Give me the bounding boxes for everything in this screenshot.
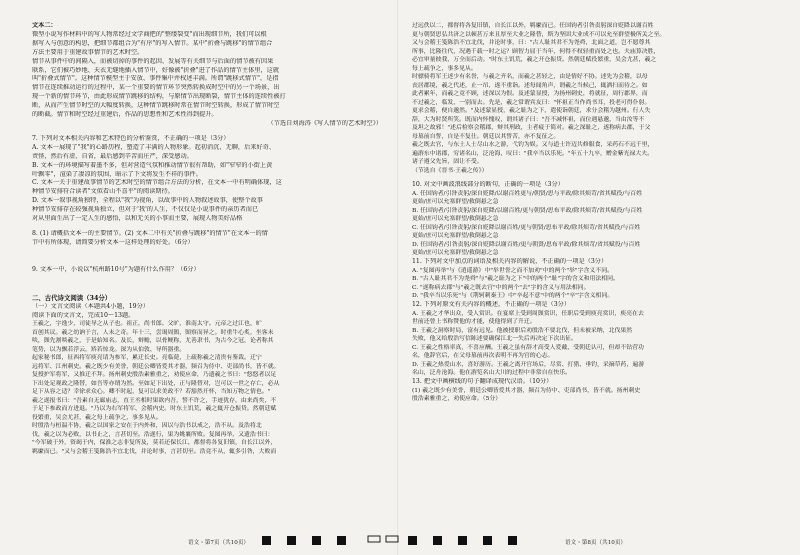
classical-line: 首创其议。羲之幼讷于言，人未之奇。年十三，尝谒周顗，顗察而异之。时重牛心炙，坐客未: [32, 329, 274, 336]
registration-mark: [312, 536, 321, 545]
question-11: 11. 下列对文中加点的词语及相关内容的解说，不正确的一项是（3分）: [412, 257, 608, 265]
question-11-options: [412, 267, 772, 301]
classical-line: 所事，比隆往代，况遇千载一时之运？顾智力屈于当年，何得不权轻重而处之也。夫庙算决胜，: [412, 48, 660, 55]
text-line: 情节从事件中的间隔入，而被切掉的事件的起因、发展等有关细节与后面的情节被有因果: [32, 57, 274, 65]
classical-line: 丧居郡境，羲之代述，止一吊，遂不重诣。述每闻角声，谓羲之当候己，辄洒扫而待之。如: [412, 82, 648, 89]
question-13: 13. 把文中画横线的句子翻译成现代汉语。（10分）: [412, 377, 553, 385]
right-page: [412, 0, 772, 555]
classical-line: 必宜审量彼我，万全而后动。"时东土饥荒，羲之开仓振贷。然朝廷赋役繁重，吴会尤甚，羲之: [412, 57, 657, 63]
classical-line: 起家秘书郎，征西将军庾亮请为参军，累迁长史。亮临薨，上疏称羲之清贵有鉴裁。迁宁: [32, 355, 262, 362]
option-line: 世前还曾上书称赞他的才能，使他得到了升迁。: [412, 319, 536, 326]
option-line: A. 任国钧者/引咎责躬/深自贬降/以谢百姓更与/朝贤/思与平政/除其烦苛/省其赋役/与百姓: [412, 190, 643, 197]
option-line: C. "遂称病去郡"与"羲之既去官"中的两个"去"字的含义与用法相同。: [412, 284, 590, 291]
option-line: B. 任国钧者/引咎责躬/深自贬降/以谢百姓/更与朝贤/思布平政/除其烦苛/省其赋役/与百姓: [412, 207, 643, 214]
option-line: 名山，泛舟沧海。他在游览名山大川的过程中非常自在快乐。: [412, 370, 572, 377]
option-line: A. "复图再举"与《逍遥游》中"举世誉之而不加劝"中的两个"举"字含义不同。: [412, 267, 613, 274]
text-line: 现一个新的情节环节，由此形成情节跳移的结构，与原情节出现断裂，情节主体的连续性被打: [32, 93, 286, 101]
option-line: B. 王羲之洞察时局，富有远见。他被授职后劝殷浩不要北伐，但未被采纳，北伐果然: [412, 327, 633, 334]
option-line: D. 王羲之热爱山水，喜好游历。王羲之离开官场后，尽赏、打猎、垂钓，采摘草药，遍游: [412, 361, 645, 368]
page-fold: [397, 0, 398, 555]
classical-line: 时殷浩与桓温不协，羲之以国家之安在于内外和，因以与浩书以戒之，浩不从。及浩将北: [32, 423, 262, 430]
classical-line: 母墓前自誓，自是不复仕。朝廷以其誓苦，亦不复征之。: [412, 133, 560, 140]
classical-line: 及坦之故邪！"述后检察会稽郡，辩其刑政，主者疲于简对。羲之深耻之，遂称病去郡，于父: [412, 125, 651, 131]
article-body: [32, 31, 382, 120]
question-7: [32, 135, 382, 224]
classical-line: 足下从容之适？幸徐求众心。卿不时起，复可以求美政不？若豁然开怀，当知万物之情也。": [32, 389, 271, 396]
question-line: 8. (1) 请概括文本一的主要情节。(2) 文本二中有关"折叠与跳移"的情节"在文本一的情: [32, 229, 268, 237]
text-line: 据写入与创意的构思，把细节都组合为"有序"的写入情节。某中"折叠与跳移"的情节组合: [32, 39, 273, 47]
classical-line: 更求会稽，便自邈然。"及述蒙显授，羲之耻为之下，遣使诣朝廷，求分会稽为越州。行人失: [412, 108, 651, 114]
translation-item: 殷浩素雅重之，劝使应命。（5分）: [412, 396, 502, 403]
section-2-title: 二、古代诗文阅读（34分）: [32, 293, 112, 302]
left-page: [32, 0, 382, 555]
classical-line: 此者累年，而羲之竟不顾，述深以为恨。及述蒙显授，为扬州刺史，将就征，周行郡界，而: [412, 91, 648, 97]
classical-line: 不过羲之，临发，一别而去。先是，羲之常谓宾友曰："怀祖正当作尚书耳，投老可得仆射。: [412, 99, 651, 106]
option-line: B. "古人耻其君不为尧舜"与"羲之耻为之下"中的两个"耻"字的含义和用法相同。: [412, 276, 619, 283]
classical-line: 役繁重，吴会尤甚，羲之每上疏争之，事多见从。: [32, 414, 162, 421]
left-footer: 语文・第7页（共10页）: [188, 540, 250, 546]
question-10-options: [412, 190, 772, 258]
question-10: 10. 对文中画波浪线部分的断句，正确的一项是（3分）: [412, 181, 564, 188]
classical-line: 每上疏争之，事多见从。: [412, 65, 477, 72]
question-line: 对从里面生出了一定人生的感悟，以和无关的小事而主要，展现人物美好品格: [32, 215, 243, 223]
text-line: 断，从而产生情节时空的大幅度转换，这种情节跳移时常在情节时空转换，形成了情节时空: [32, 102, 280, 110]
option-line: D. 任国钧者/引咎责躬/深自贬降以谢百姓/更与朝贤/思布平政/除其烦苛/省其赋役/与百姓: [412, 241, 641, 248]
option-line: 失败，他又给殷浩写信陈述要确保江北一失后再决定下次出征。: [412, 336, 577, 343]
option-line: D. "我卒当以乐死"与《荆轲刺秦王》中"卒起不意"中的两个"卒"字含义相同。: [412, 293, 614, 300]
question-line: C. 文本一关于重建故事情节的艺术时空的情节组合方法的分析，在文本一中有明确体现，这: [32, 179, 282, 187]
question-8: [32, 230, 382, 248]
classical-line: 伐，羲之以为必败，以书止之，言甚切至。浩遂行，果为姚襄所败。复图再举，又遗浩书曰：: [32, 431, 274, 438]
option-line: A. 王羲之才华出众，受人赏识。在宴席上受到周顗赏识，任职后受到庾亮赏识，庾亮在去: [412, 310, 644, 317]
classical-line: 于足下参政而方进退。"乃以为右军将军、会稽内史。时东土饥荒，羲之辄开仓振贷。然朝廷赋: [32, 406, 277, 413]
question-line: B. 文本一的环境描写着墨不多，但对营造气氛和推动情节很有帮助，如"窄窄的小街上黄: [32, 161, 273, 169]
registration-mark: [408, 536, 417, 545]
text-line: 联系，它们被巧妙地、天衣无缝地插入情节中，好像被"折叠"进了作品的情节主体里，这就: [32, 66, 280, 74]
question-12-options: [412, 310, 772, 378]
classical-line: "今军破于外，资竭于内，保淮之志非复所及，莫若还保长江，都督将各复旧镇，自长江以外，: [32, 440, 277, 447]
fold-icon: [367, 534, 399, 544]
question-line: A. 文本一展现了"我"的心路历程，塑造了丰满的人物形象。起初消沉、无聊，后来好奇、: [32, 143, 276, 151]
text-line: 方法主要用于重建故事情节的艺术时空。: [32, 48, 144, 56]
classical-line: 时骠骑将军王述少有名誉，与羲之齐名，而羲之甚轻之，由是情好不协。述先为会稽，以母: [412, 74, 648, 80]
article-title: 文本二：: [32, 22, 57, 29]
registration-mark: [508, 536, 517, 545]
right-footer: 语文・第8页（共10页）: [565, 540, 627, 546]
option-line: 更始/庶可以允塞群望/救倒悬之急: [412, 233, 499, 240]
classical-line: 过远佚以二，都督将各复旧镇，自长江以外，羁縻而已。任国钧者引咎责躬深自贬降以谢百姓: [412, 23, 654, 29]
classical-text: [32, 320, 382, 456]
classical-line: 羁縻而已。"又与会稽王笺陈浩不宜北伐，并论时事，言甚切至。浩竟不从，辄多引咎，大败而: [32, 448, 277, 455]
question-line: 节中有所体现，请简要分析文本一这样处理的好处。（6分）: [32, 238, 194, 246]
question-line: 种情节安排符合读者"文似看山不喜平"的阅读期待。: [32, 188, 174, 196]
classical-line: 辞，大为时贤所笑。既而内怀愧叹，谓其诸子曰："吾不减怀祖，而位遇悬邈，当由汝等不: [412, 116, 645, 123]
classical-text-continued: [412, 22, 772, 175]
text-line: 的断截。情节和时空经过重建后，作品的思想性和艺术性得到提升。: [32, 111, 218, 119]
option-line: 更始/庶可以允塞群望/救倒悬之急: [412, 216, 499, 223]
question-13-items: [412, 387, 772, 404]
classical-line: 远将军、江州刺史。羲之既少有美誉，朝廷公卿皆爱其才器，频召为侍中、吏部尚书，皆不就。: [32, 363, 280, 370]
question-line: D. 文本一叙事视角独特，全程以"我"为视角，以故事中的人物叙述故事，使整个故事: [32, 197, 263, 205]
option-line: C. 王羲之性格率真，不喜应酬。王羲之虽有辞才高受人爱戴，受朝廷认可，但却不钻营功: [412, 344, 644, 351]
classical-line: 羲之既去官，与东土人士尽山水之游，弋钓为娱。又与道士许迈共修服食，采药石不远千里，: [412, 142, 654, 148]
registration-mark: [262, 536, 271, 545]
classical-line: 羲之遂报书曰："吾素自无廊庙志，直王丞相时果欲内吾，誓不许之，手迹犹存，由来尚矣，不: [32, 397, 277, 404]
classical-line: 啖，顗先割啖羲之，于是始知名。及长，辩赡，以骨鲠称，尤善隶书，为古今之冠，论者称其: [32, 338, 274, 345]
text-line: 微型小说写作材料中的写人物常经过文学商把的"整缕裂变"而出现细节所，我们可以根: [32, 30, 267, 38]
registration-mark: [458, 536, 467, 545]
question-line: 叶飘零"，渲染了凄凉的氛围，暗示了下文将发生不祥的事件。: [32, 170, 202, 178]
question-line: 种情节安排存在较强视角独立，但对于'我'的人生，不仅仅是小说事件的亲历者而已: [32, 206, 259, 214]
classical-line: 复授护军将军，又推迁不拜。扬州刺史殷浩素雅重之，劝使应命，乃遗羲之书曰："悠悠者以足: [32, 372, 277, 379]
option-line: 更始/庶可以允塞群望/救倒悬之急: [412, 250, 499, 257]
registration-mark: [433, 536, 442, 545]
text-line: 情节在连续推动运行的过程中，某一个重要的情节环节突然转换成时空中的另一个场景，出: [32, 84, 280, 92]
registration-mark: [483, 536, 492, 545]
article-source: （节选自刘海涛《写人情节的艺术时空》）: [267, 119, 382, 127]
classical-line: 笔势，以为飘若浮云，矫若惊龙。深为从伯敦、导所器重。: [32, 346, 186, 353]
classical-line: 又与会稽王笺陈浩不宜北伐，并论时事，曰："古人耻其君不为尧舜，北面之道，岂不愿尊其: [412, 40, 651, 46]
reading-instruction: 阅读下面的文言文，完成10～13题。: [32, 311, 135, 319]
classical-line: 诸子遵父先旨，固让不受。: [412, 159, 483, 165]
question-12: 12. 下列对原文有关内容的概述，不正确的一项是（3分）: [412, 300, 571, 308]
translation-item: (1) 羲之既少有美誉，朝廷公卿皆爱其才器，频召为侍中、吏部尚书，皆不就。扬州刺史: [412, 387, 641, 394]
subsection-1: （一）文言文阅读（本题共4小题，19分）: [32, 302, 149, 310]
question-line: 责怪，然后有虚、自省，最后感到辛苦而庄严，深受感动。: [32, 152, 193, 160]
option-line: 更始/庶可以允塞群望/救倒悬之急: [412, 199, 499, 206]
question-9: 9. 文本一中，小说以"杭州路10号"为题有什么作用？（6分）: [32, 265, 200, 273]
option-line: 名，他辞官后，在父母墓前再次表明不再为官的心志。: [412, 353, 554, 360]
registration-mark: [287, 536, 296, 545]
classical-line: 更与朝贤思弘共济之以顿甚万来且厚至大业之隆替，斯为坚固大业成不可以允至群望极所关之至。: [412, 31, 666, 38]
classical-line: （节选自《晋书·王羲之传》）: [412, 167, 488, 174]
classical-line: 下出处足观政之隆替，如吾等亦谓为然。至如足下出处，正与隆替对，岂可以一世之存亡，必从: [32, 380, 280, 387]
question-line: 7. 下列对文本相关内容和艺术特色的分析鉴赏，不正确的一项是（3分）: [32, 134, 230, 142]
registration-mark: [337, 536, 346, 545]
option-line: C. 任国钧者/引咎责躬/深自贬降以谢百姓/更与朝贤/思布平政/除其烦苛/省其赋役/与百姓: [412, 224, 641, 231]
classical-line: 王羲之，字逸少，司徒导之从子也。祖正，尚书郎。父旷，淮南太守。元帝之过江也，旷: [32, 321, 262, 328]
classical-line: 遍游东中诸郡，穷诸名山，泛沧海，叹曰："我卒当以乐死。"年五十九卒，赠金紫光禄大夫。: [412, 150, 654, 157]
text-line: 叫"折叠式情节"。这种情节模型主于安放、事件集中并权述丰满。所谓"跳移式情节"，是指: [32, 75, 279, 83]
